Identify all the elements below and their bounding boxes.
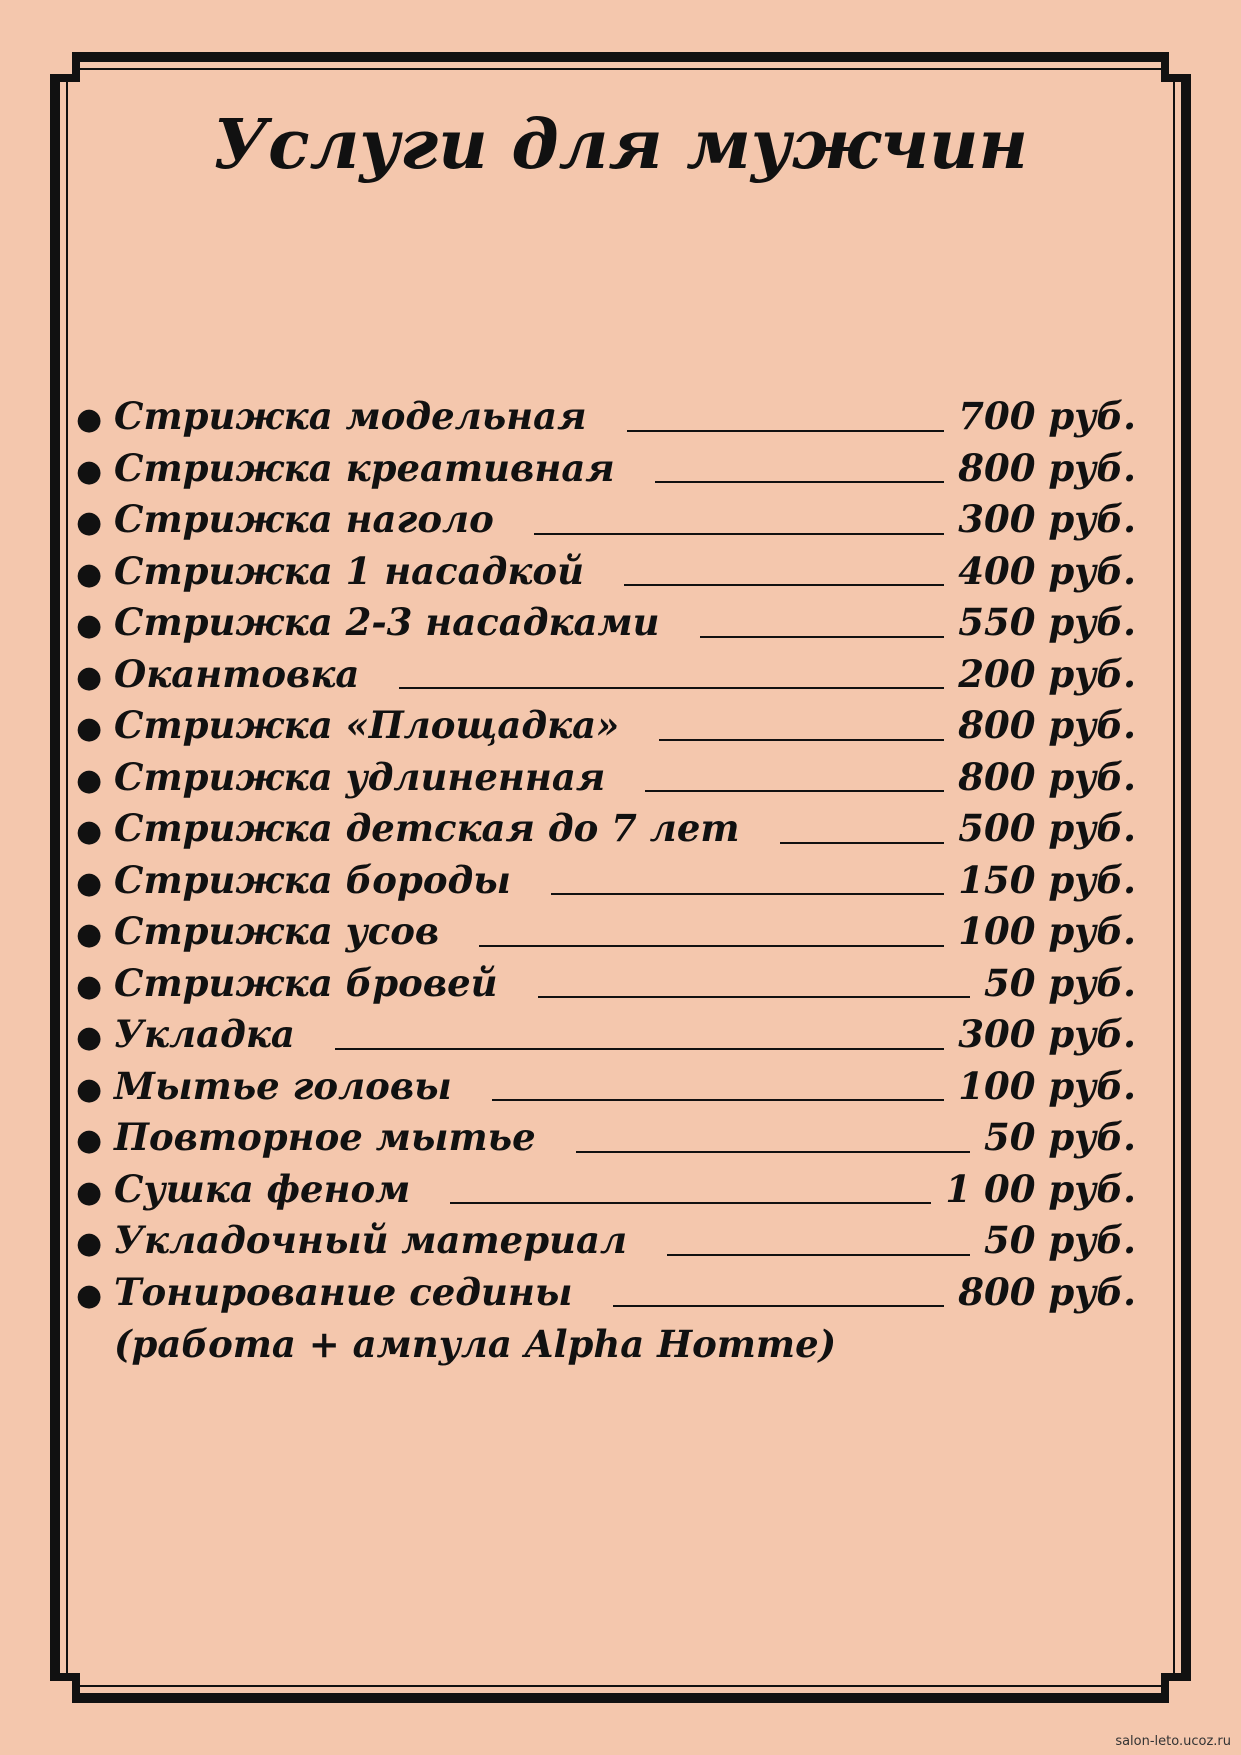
bullet-icon: ● — [76, 453, 103, 489]
corner-ornament — [50, 52, 80, 82]
bullet-icon: ● — [76, 865, 103, 901]
leader-line — [659, 739, 944, 741]
leader-line — [576, 1151, 970, 1153]
bullet-icon: ● — [76, 1174, 103, 1210]
service-price: 100 руб. — [958, 1063, 1136, 1108]
service-name: Укладка — [114, 1012, 295, 1056]
page-title: Услуги для мужчин — [213, 105, 1028, 185]
leader-line — [780, 842, 945, 844]
price-list-item — [76, 909, 1136, 961]
service-name: Сушка феном — [114, 1166, 411, 1211]
bullet-icon: ● — [76, 659, 103, 695]
price-list-item — [76, 549, 1136, 601]
service-name: Стрижка модельная — [114, 394, 587, 438]
leader-line — [479, 945, 944, 947]
service-name: Стрижка 1 насадкой — [114, 548, 584, 593]
leader-line — [399, 687, 944, 689]
bullet-icon: ● — [76, 608, 103, 643]
service-price: 150 руб. — [958, 857, 1136, 902]
service-price: 550 руб. — [958, 600, 1136, 644]
service-price: 200 руб. — [958, 651, 1136, 696]
service-price: 50 руб. — [984, 960, 1136, 1005]
watermark: salon-leto.ucoz.ru — [1115, 1734, 1231, 1749]
bullet-icon: ● — [76, 1226, 103, 1261]
service-price: 400 руб. — [958, 548, 1136, 593]
price-list-item — [76, 1218, 1136, 1270]
service-name: Стрижка усов — [114, 909, 440, 953]
service-name: Стрижка наголо — [114, 497, 494, 541]
corner-ornament — [50, 1673, 80, 1703]
bullet-icon: ● — [76, 1020, 103, 1055]
service-price: 800 руб. — [958, 445, 1136, 490]
bullet-icon: ● — [76, 505, 103, 540]
leader-line — [613, 1305, 945, 1307]
price-list-item — [76, 1167, 1136, 1219]
price-list-item — [76, 394, 1136, 446]
leader-line — [538, 996, 970, 998]
bullet-icon: ● — [76, 917, 103, 952]
service-price: 800 руб. — [958, 703, 1136, 747]
price-list-item — [76, 858, 1136, 910]
price-list — [76, 394, 1136, 1321]
service-price: 700 руб. — [958, 394, 1136, 438]
service-name: Стрижка «Площадка» — [114, 703, 620, 747]
leader-line — [655, 481, 945, 483]
service-name: Стрижка 2-3 насадками — [114, 600, 660, 644]
service-name: Стрижка креативная — [114, 445, 615, 490]
price-list-item — [76, 652, 1136, 704]
leader-line — [534, 533, 944, 535]
price-list-item — [76, 1012, 1136, 1064]
service-name: Мытье головы — [114, 1063, 452, 1108]
leader-line — [492, 1099, 944, 1101]
service-price: 50 руб. — [984, 1115, 1136, 1159]
service-name: Стрижка бровей — [114, 960, 498, 1005]
service-price: 1 00 руб. — [945, 1166, 1136, 1211]
bullet-icon: ● — [76, 968, 103, 1004]
price-list-item — [76, 1064, 1136, 1116]
price-list-item — [76, 1270, 1136, 1322]
price-list-item — [76, 703, 1136, 755]
service-name: Окантовка — [114, 651, 360, 696]
price-list-item — [76, 1115, 1136, 1167]
leader-line — [450, 1202, 931, 1204]
price-list-item — [76, 961, 1136, 1013]
corner-ornament — [1161, 1673, 1191, 1703]
service-price: 500 руб. — [958, 806, 1136, 850]
price-list-item — [76, 755, 1136, 807]
service-name: Стрижка удлиненная — [114, 754, 606, 799]
bullet-icon: ● — [76, 814, 103, 849]
service-price: 800 руб. — [958, 754, 1136, 799]
leader-line — [667, 1254, 970, 1256]
price-list-item — [76, 600, 1136, 652]
bullet-icon: ● — [76, 1277, 103, 1313]
service-name: Тонирование седины — [114, 1269, 573, 1314]
service-price: 50 руб. — [984, 1218, 1136, 1262]
bullet-icon: ● — [76, 1071, 103, 1107]
bullet-icon: ● — [76, 1123, 103, 1158]
corner-ornament — [1161, 52, 1191, 82]
service-name: Стрижка детская до 7 лет — [114, 806, 740, 850]
bullet-icon: ● — [76, 556, 103, 592]
service-note: (работа + ампула Alpha Homme) — [114, 1322, 837, 1366]
leader-line — [627, 430, 945, 432]
service-name: Повторное мытье — [114, 1115, 536, 1159]
leader-line — [645, 790, 944, 792]
service-price: 300 руб. — [958, 1012, 1136, 1056]
bullet-icon: ● — [76, 402, 103, 437]
service-name: Стрижка бороды — [114, 857, 511, 902]
service-price: 300 руб. — [958, 497, 1136, 541]
leader-line — [335, 1048, 944, 1050]
leader-line — [551, 893, 944, 895]
price-list-item — [76, 446, 1136, 498]
service-price: 100 руб. — [958, 909, 1136, 953]
price-list-item — [76, 806, 1136, 858]
price-list-item — [76, 497, 1136, 549]
service-name: Укладочный материал — [114, 1218, 628, 1262]
leader-line — [700, 636, 945, 638]
service-price: 800 руб. — [958, 1269, 1136, 1314]
leader-line — [624, 584, 944, 586]
bullet-icon: ● — [76, 711, 103, 746]
bullet-icon: ● — [76, 762, 103, 798]
